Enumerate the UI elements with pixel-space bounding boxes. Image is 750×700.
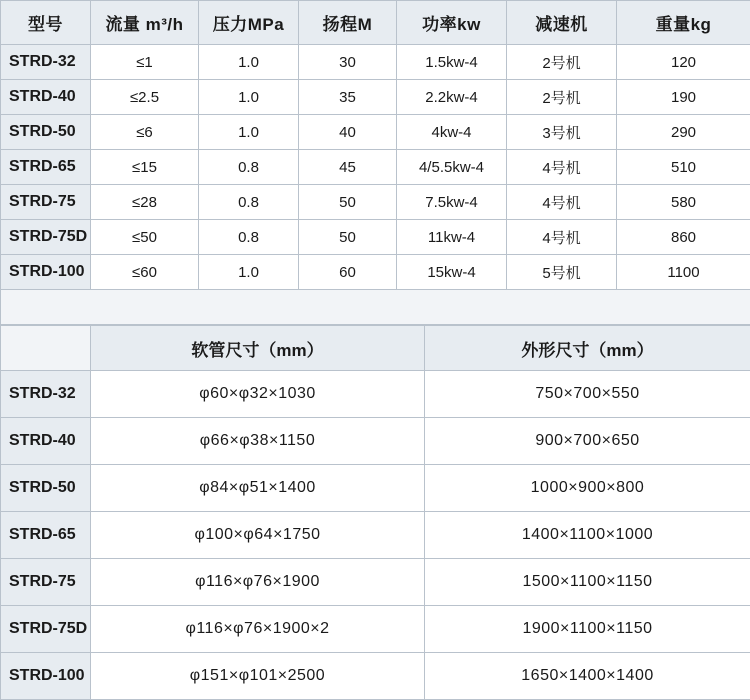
spec-flow: ≤60: [91, 255, 199, 290]
spec-reducer: 2号机: [507, 80, 617, 115]
spec-head: 50: [299, 220, 397, 255]
spec-flow: ≤50: [91, 220, 199, 255]
table-row: [1, 653, 750, 700]
dimension-hose-size: φ60×φ32×1030: [91, 371, 425, 418]
table-spacer-row: [1, 290, 750, 325]
spec-head: 60: [299, 255, 397, 290]
spec-model: STRD-75D: [1, 220, 91, 255]
spec-header-head: 扬程M: [299, 1, 397, 45]
spec-model: STRD-100: [1, 255, 91, 290]
spec-weight: 1100: [617, 255, 750, 290]
spec-weight: 580: [617, 185, 750, 220]
spec-model: STRD-40: [1, 80, 91, 115]
spec-power: 1.5kw-4: [397, 45, 507, 80]
spec-head: 30: [299, 45, 397, 80]
table-spacer-cell: [1, 290, 750, 325]
spec-header-power: 功率kw: [397, 1, 507, 45]
spec-header-pressure: 压力MPa: [199, 1, 299, 45]
dimension-outline-size: 1500×1100×1150: [425, 559, 750, 606]
spec-reducer: 3号机: [507, 115, 617, 150]
table-row: [1, 371, 750, 418]
spec-weight: 860: [617, 220, 750, 255]
dimension-model: STRD-65: [1, 512, 91, 559]
spec-power: 2.2kw-4: [397, 80, 507, 115]
table-row: [1, 512, 750, 559]
dimension-hose-size: φ84×φ51×1400: [91, 465, 425, 512]
dimension-hose-size: φ66×φ38×1150: [91, 418, 425, 465]
spec-reducer: 4号机: [507, 220, 617, 255]
dimension-outline-size: 1000×900×800: [425, 465, 750, 512]
dimension-model: STRD-75: [1, 559, 91, 606]
dimension-model: STRD-75D: [1, 606, 91, 653]
spec-weight: 290: [617, 115, 750, 150]
spec-flow: ≤15: [91, 150, 199, 185]
spec-header-weight: 重量kg: [617, 1, 750, 45]
spec-reducer: 5号机: [507, 255, 617, 290]
spec-head: 45: [299, 150, 397, 185]
spec-pressure: 0.8: [199, 220, 299, 255]
spec-power: 4kw-4: [397, 115, 507, 150]
spec-pressure: 1.0: [199, 255, 299, 290]
spec-flow: ≤28: [91, 185, 199, 220]
table-row: [1, 185, 750, 220]
dimension-model: STRD-50: [1, 465, 91, 512]
table-row: [1, 115, 750, 150]
spec-header-reducer: 减速机: [507, 1, 617, 45]
dimension-header-blank: [1, 326, 91, 371]
spec-model: STRD-50: [1, 115, 91, 150]
dimension-header-outline: 外形尺寸（mm）: [425, 326, 750, 371]
spec-header-model: 型号: [1, 1, 91, 45]
spec-weight: 120: [617, 45, 750, 80]
spec-header-flow: 流量 m³/h: [91, 1, 199, 45]
spec-pressure: 0.8: [199, 185, 299, 220]
table-row: [1, 255, 750, 290]
spec-power: 7.5kw-4: [397, 185, 507, 220]
spec-flow: ≤2.5: [91, 80, 199, 115]
spec-power: 11kw-4: [397, 220, 507, 255]
spec-reducer: 4号机: [507, 150, 617, 185]
dimension-hose-size: φ116×φ76×1900×2: [91, 606, 425, 653]
spec-reducer: 4号机: [507, 185, 617, 220]
spec-head: 50: [299, 185, 397, 220]
dimension-header-row: [1, 326, 750, 371]
spec-flow: ≤1: [91, 45, 199, 80]
table-row: [1, 465, 750, 512]
dimension-model: STRD-32: [1, 371, 91, 418]
dimension-outline-size: 750×700×550: [425, 371, 750, 418]
dimension-outline-size: 1650×1400×1400: [425, 653, 750, 700]
dimension-header-hose: 软管尺寸（mm）: [91, 326, 425, 371]
spec-reducer: 2号机: [507, 45, 617, 80]
dimension-hose-size: φ100×φ64×1750: [91, 512, 425, 559]
dimension-model: STRD-100: [1, 653, 91, 700]
dimension-hose-size: φ151×φ101×2500: [91, 653, 425, 700]
spec-pressure: 1.0: [199, 115, 299, 150]
spec-model: STRD-32: [1, 45, 91, 80]
spec-power: 4/5.5kw-4: [397, 150, 507, 185]
pump-dimension-table: [0, 325, 750, 700]
pump-spec-table: [0, 0, 750, 325]
dimension-outline-size: 1900×1100×1150: [425, 606, 750, 653]
table-row: [1, 45, 750, 80]
table-row: [1, 80, 750, 115]
spec-flow: ≤6: [91, 115, 199, 150]
table-row: [1, 150, 750, 185]
spec-pressure: 0.8: [199, 150, 299, 185]
table-row: [1, 418, 750, 465]
dimension-model: STRD-40: [1, 418, 91, 465]
spec-weight: 510: [617, 150, 750, 185]
spec-head: 40: [299, 115, 397, 150]
dimension-outline-size: 1400×1100×1000: [425, 512, 750, 559]
table-row: [1, 220, 750, 255]
spec-power: 15kw-4: [397, 255, 507, 290]
spec-head: 35: [299, 80, 397, 115]
spec-pressure: 1.0: [199, 80, 299, 115]
dimension-outline-size: 900×700×650: [425, 418, 750, 465]
spec-pressure: 1.0: [199, 45, 299, 80]
spec-weight: 190: [617, 80, 750, 115]
spec-model: STRD-65: [1, 150, 91, 185]
spec-header-row: [1, 1, 750, 45]
spec-model: STRD-75: [1, 185, 91, 220]
table-row: [1, 559, 750, 606]
dimension-hose-size: φ116×φ76×1900: [91, 559, 425, 606]
table-row: [1, 606, 750, 653]
